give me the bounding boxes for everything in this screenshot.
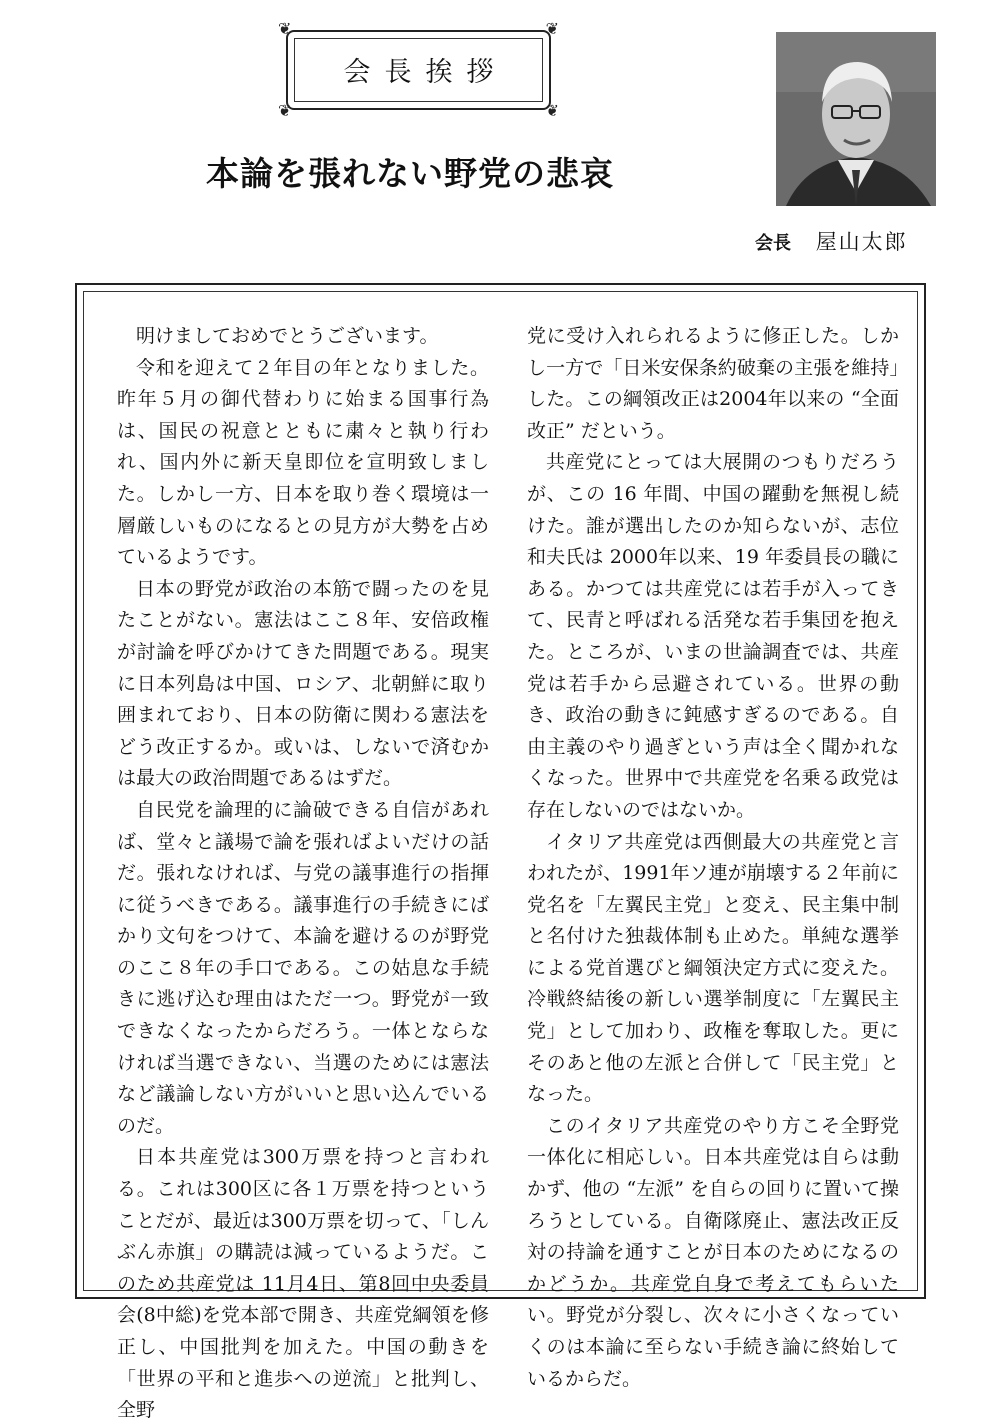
paragraph: このイタリア共産党のやり方こそ全野党一体化に相応しい。日本共産党は自らは動かず、他の “左派” を自らの回りに置いて操ろうとしている。自衛隊廃止、憲法改正反対の持論を通すことが日本のためになるのかどうか。共産党自身で考えてもらいたい。野党が分裂し、次々に小さくなっていくのは本論に至らない手続き論に終始しているからだ。 [527,1114,899,1390]
article-title: 本論を張れない野党の悲哀 [206,154,614,193]
paragraph: 党に受け入れられるように修正した。しかし一方で「日米安保条約破棄の主張を維持」した。この綱領改正は2004年以来の “全面改正” だという。 [527,325,899,442]
author-portrait [776,32,936,206]
author-caption [755,226,908,256]
portrait-photo-image [776,32,936,206]
author-name: 屋山太郎 [815,230,908,254]
paragraph: イタリア共産党は西側最大の共産党と言われたが、1991年ソ連が崩壊する２年前に党名を「左翼民主党」と変え、民主集中制と名付けた独裁体制も止めた。単純な選挙による党首選びと綱領決定方式に変えた。冷戦終結後の新しい選挙制度に「左翼民主党」として加わり、政権を奪取した。更にそのあと他の左派と合併して「民主党」となった。 [527,830,899,1106]
article-right-column [527,321,899,1395]
author-role: 会長 [755,233,791,254]
corner-ornament-icon: ❦ [278,19,292,38]
paragraph: 共産党にとっては大展開のつもりだろうが、この 16 年間、中国の躍動を無視し続けた。誰が選出したのか知らないが、志位和夫氏は 2000年以来、19 年委員長の職にある。かつては共産党には若手が入ってきて、民青と呼ばれる活発な若手集団を抱えた。ところが、いまの世論調査では、共産党は若手から忌避されている。世界の動き、政治の動きに鈍感すぎるのである。自由主義のやり過ぎという声は全く聞かれなくなった。世界中で共産党を名乗る政党は存在しないのではないか。 [527,451,899,821]
paragraph: 日本の野党が政治の本筋で闘ったのを見たことがない。憲法はここ８年、安倍政権が討論を呼びかけてきた問題である。現実に日本列島は中国、ロシア、北朝鮮に取り囲まれており、日本の防衛に関わる憲法をどう改正するか。或いは、しないで済むかは最大の政治問題であるはずだ。 [117,577,489,790]
heading-ornament-box [278,19,559,120]
paragraph: 明けましておめでとうございます。 [136,325,439,347]
corner-ornament-icon: ❦ [278,101,292,120]
section-heading: 会長挨拶 [343,57,508,88]
corner-ornament-icon: ❦ [545,101,559,120]
paragraph: 日本共産党は300万票を持つと言われる。これは300区に各１万票を持つということだが、最近は300万票を切って、「しんぶん赤旗」の購読は減っているようだ。このため共産党は 11月4日、第8回中央委員会(8中総)を党本部で開き、共産党綱領を修正し、中国批判を加えた。中国の動きを「世界の平和と進歩への逆流」と批判し、全野 [117,1146,489,1422]
article-left-column [117,321,489,1427]
paragraph: 令和を迎えて２年目の年となりました。昨年５月の御代替わりに始まる国事行為は、国民の祝意とともに粛々と執り行われ、国内外に新天皇即位を宣明致しました。しかし一方、日本を取り巻く環境は一層厳しいものになるとの見方が大勢を占めているようです。 [117,356,489,569]
paragraph: 自民党を論理的に論破できる自信があれば、堂々と議場で論を張ればよいだけの話だ。張れなければ、与党の議事進行の指揮に従うべきである。議事進行の手続きにばかり文句をつけて、本論を避けるのが野党のここ８年の手口である。この姑息な手続きに逃げ込む理由はただ一つ。野党が一致できなくなったからだろう。一体とならなければ当選できない、当選のためには憲法など議論しない方がいいと思い込んでいるのだ。 [117,798,489,1137]
corner-ornament-icon: ❦ [545,19,559,38]
